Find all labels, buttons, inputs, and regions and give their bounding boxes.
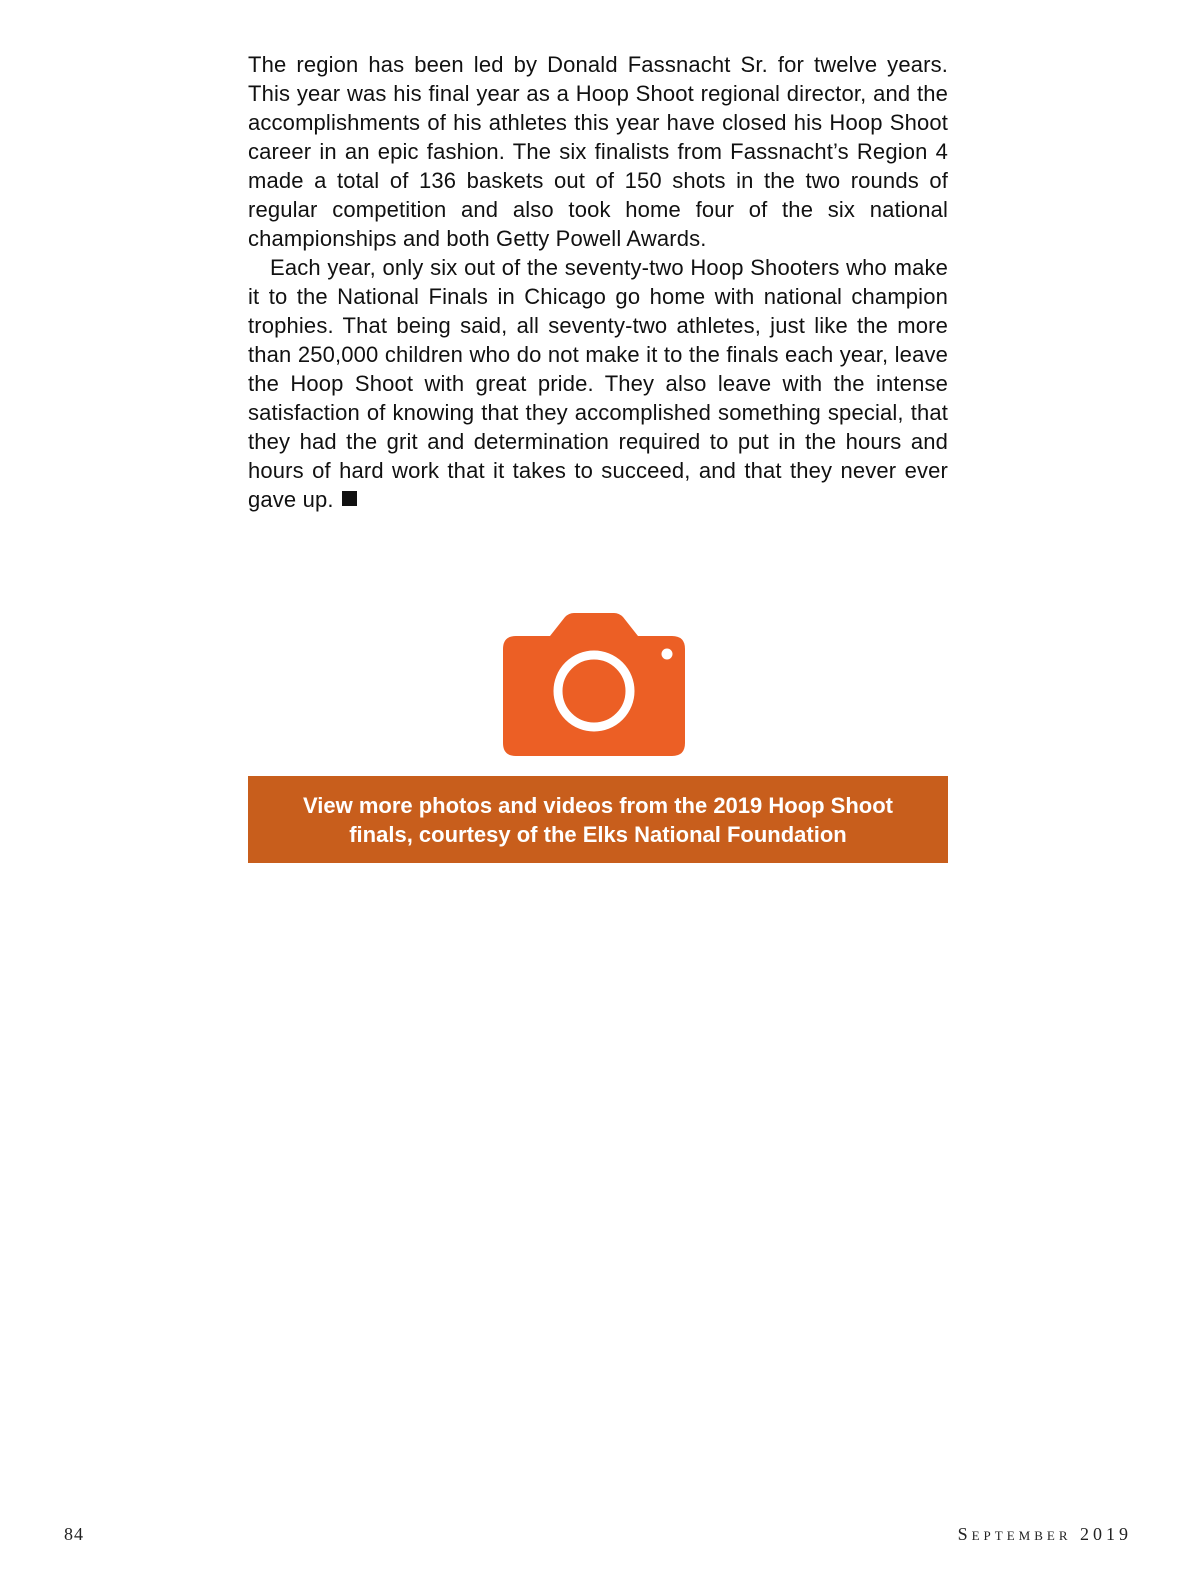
end-of-article-mark [342, 491, 357, 506]
article-body [248, 50, 948, 514]
photo-gallery-link[interactable] [502, 612, 686, 757]
photo-gallery-banner[interactable] [248, 776, 948, 863]
camera-icon [502, 612, 686, 757]
article-paragraph [248, 253, 948, 514]
issue-date: September 2019 [957, 1524, 1132, 1544]
article-paragraph [248, 50, 948, 253]
page-number: 84 [64, 1524, 84, 1544]
paragraph-text: Each year, only six out of the seventy-two Hoop Shooters who make it to the National Finals in Chicago go home with national champion trophies. That being said, all seventy-two athletes, just like the more than 250,000 children who do not make it to the finals each year, leave the Hoop Shoot with great pride. They also leave with the intense satisfaction of knowing that they accomplished something special, that they had the grit and determination required to put in the hours and hours of hard work that it takes to succeed, and that they never ever gave up. [248, 255, 948, 512]
paragraph-text: The region has been led by Donald Fassnacht Sr. for twelve years. This year was his final year as a Hoop Shoot regional director, and the accomplishments of his athletes this year have closed his Hoop Shoot career in an epic fashion. The six finalists from Fassnacht’s Region 4 made a total of 136 baskets out of 150 shots in the two rounds of regular competition and also took home four of the six national championships and both Getty Powell Awards. [248, 52, 948, 251]
banner-text: View more photos and videos from the 2019 Hoop Shoot finals, courtesy of the Elks National Foundation [302, 792, 893, 847]
